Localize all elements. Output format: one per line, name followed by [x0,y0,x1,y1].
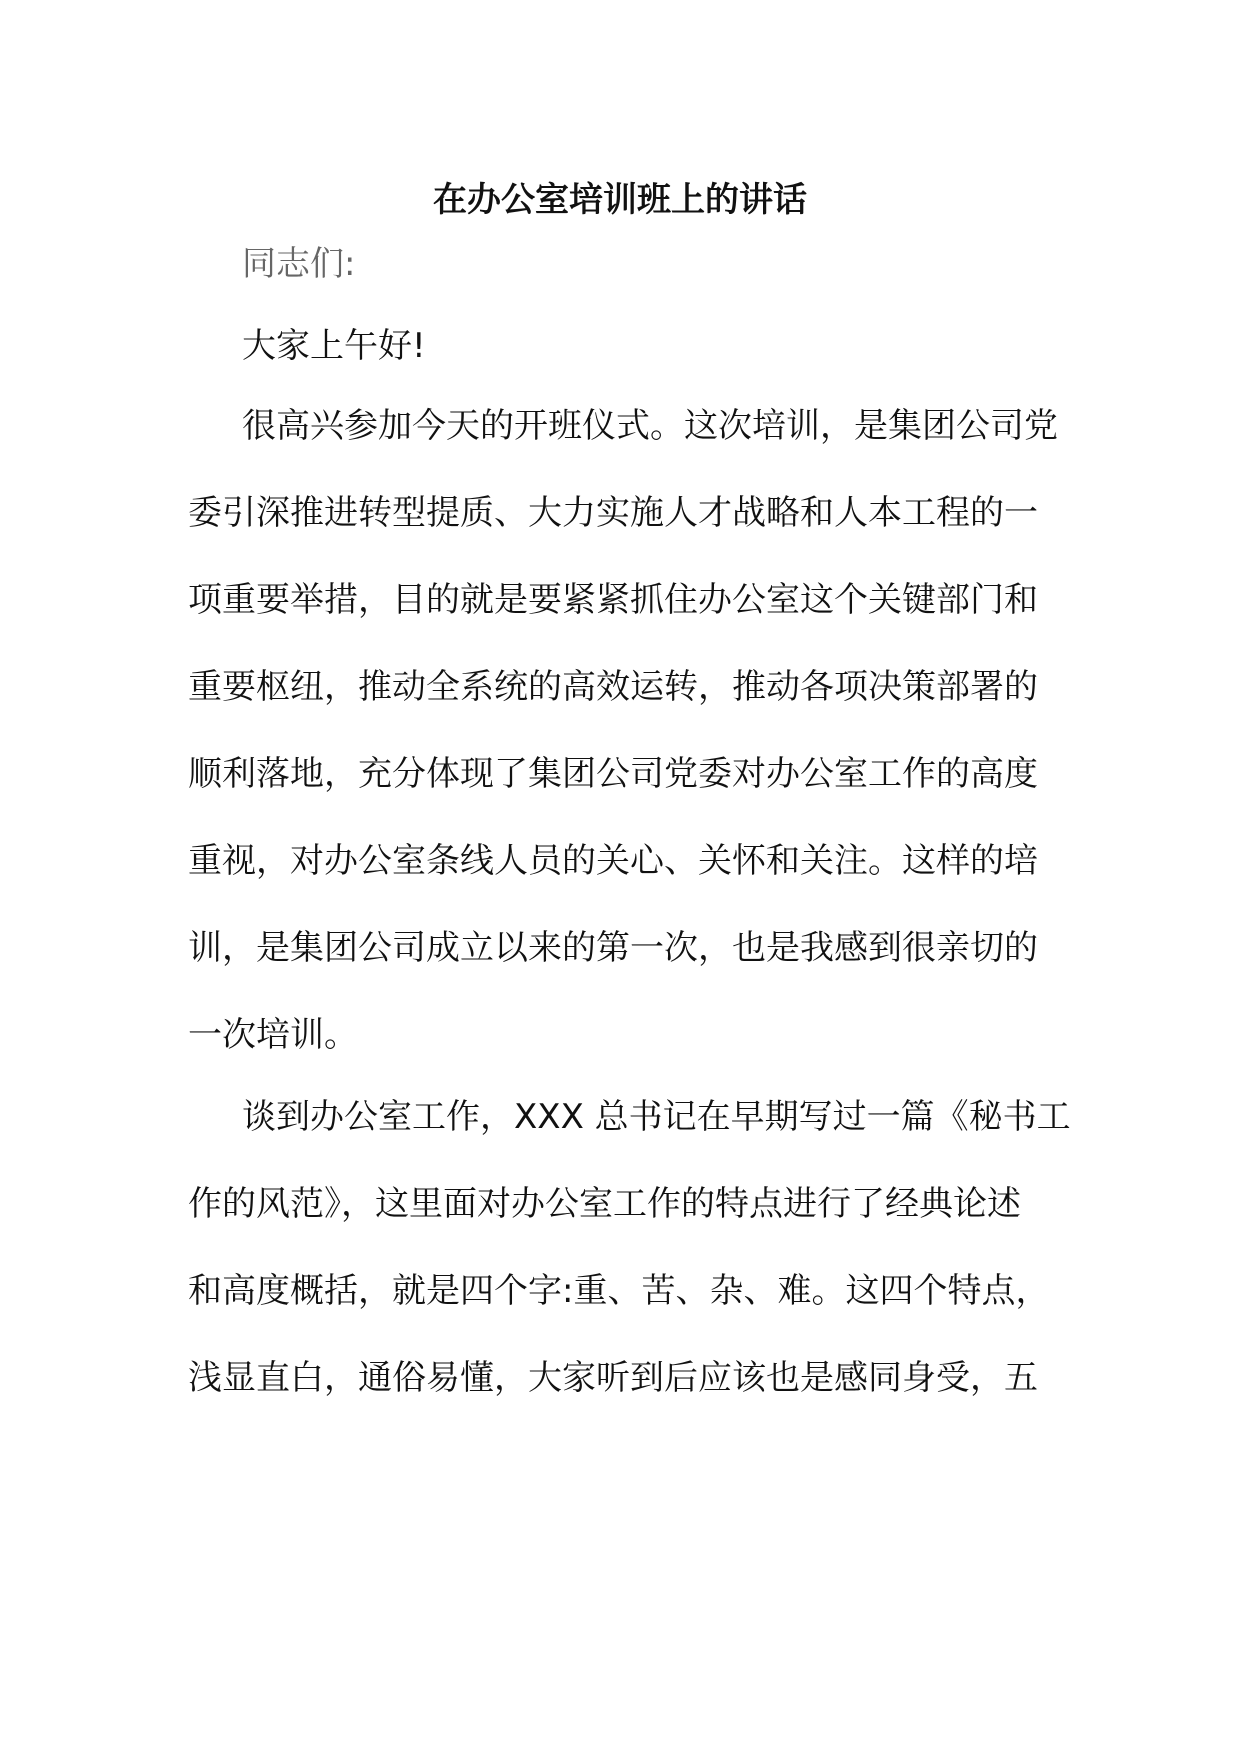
body-line-10: 作的风范》，这里面对办公室工作的特点进行了经典论述 [188,1184,1021,1224]
salutation-line: 同志们: [242,244,356,284]
body-line-11: 和高度概括，就是四个字:重、苦、杂、难。这四个特点， [188,1271,1050,1311]
body-line-1: 很高兴参加今天的开班仪式。这次培训，是集团公司党 [242,406,1058,446]
greeting-line: 大家上午好! [242,326,426,366]
body-line-6: 重视，对办公室条线人员的关心、关怀和关注。这样的培 [188,841,1038,881]
body-line-8: 一次培训。 [188,1015,358,1055]
body-line-2: 委引深推进转型提质、大力实施人才战略和人本工程的一 [188,493,1038,533]
body-line-3: 项重要举措，目的就是要紧紧抓住办公室这个关键部门和 [188,580,1038,620]
body-line-4: 重要枢纽，推动全系统的高效运转，推动各项决策部署的 [188,667,1038,707]
body-line-9: 谈到办公室工作，XXX 总书记在早期写过一篇《秘书工 [242,1097,1071,1137]
body-line-7: 训，是集团公司成立以来的第一次，也是我感到很亲切的 [188,928,1038,968]
body-line-5: 顺利落地，充分体现了集团公司党委对办公室工作的高度 [188,754,1038,794]
body-line-12: 浅显直白，通俗易懂，大家听到后应该也是感同身受，五 [188,1358,1038,1398]
document-title: 在办公室培训班上的讲话 [433,180,807,220]
